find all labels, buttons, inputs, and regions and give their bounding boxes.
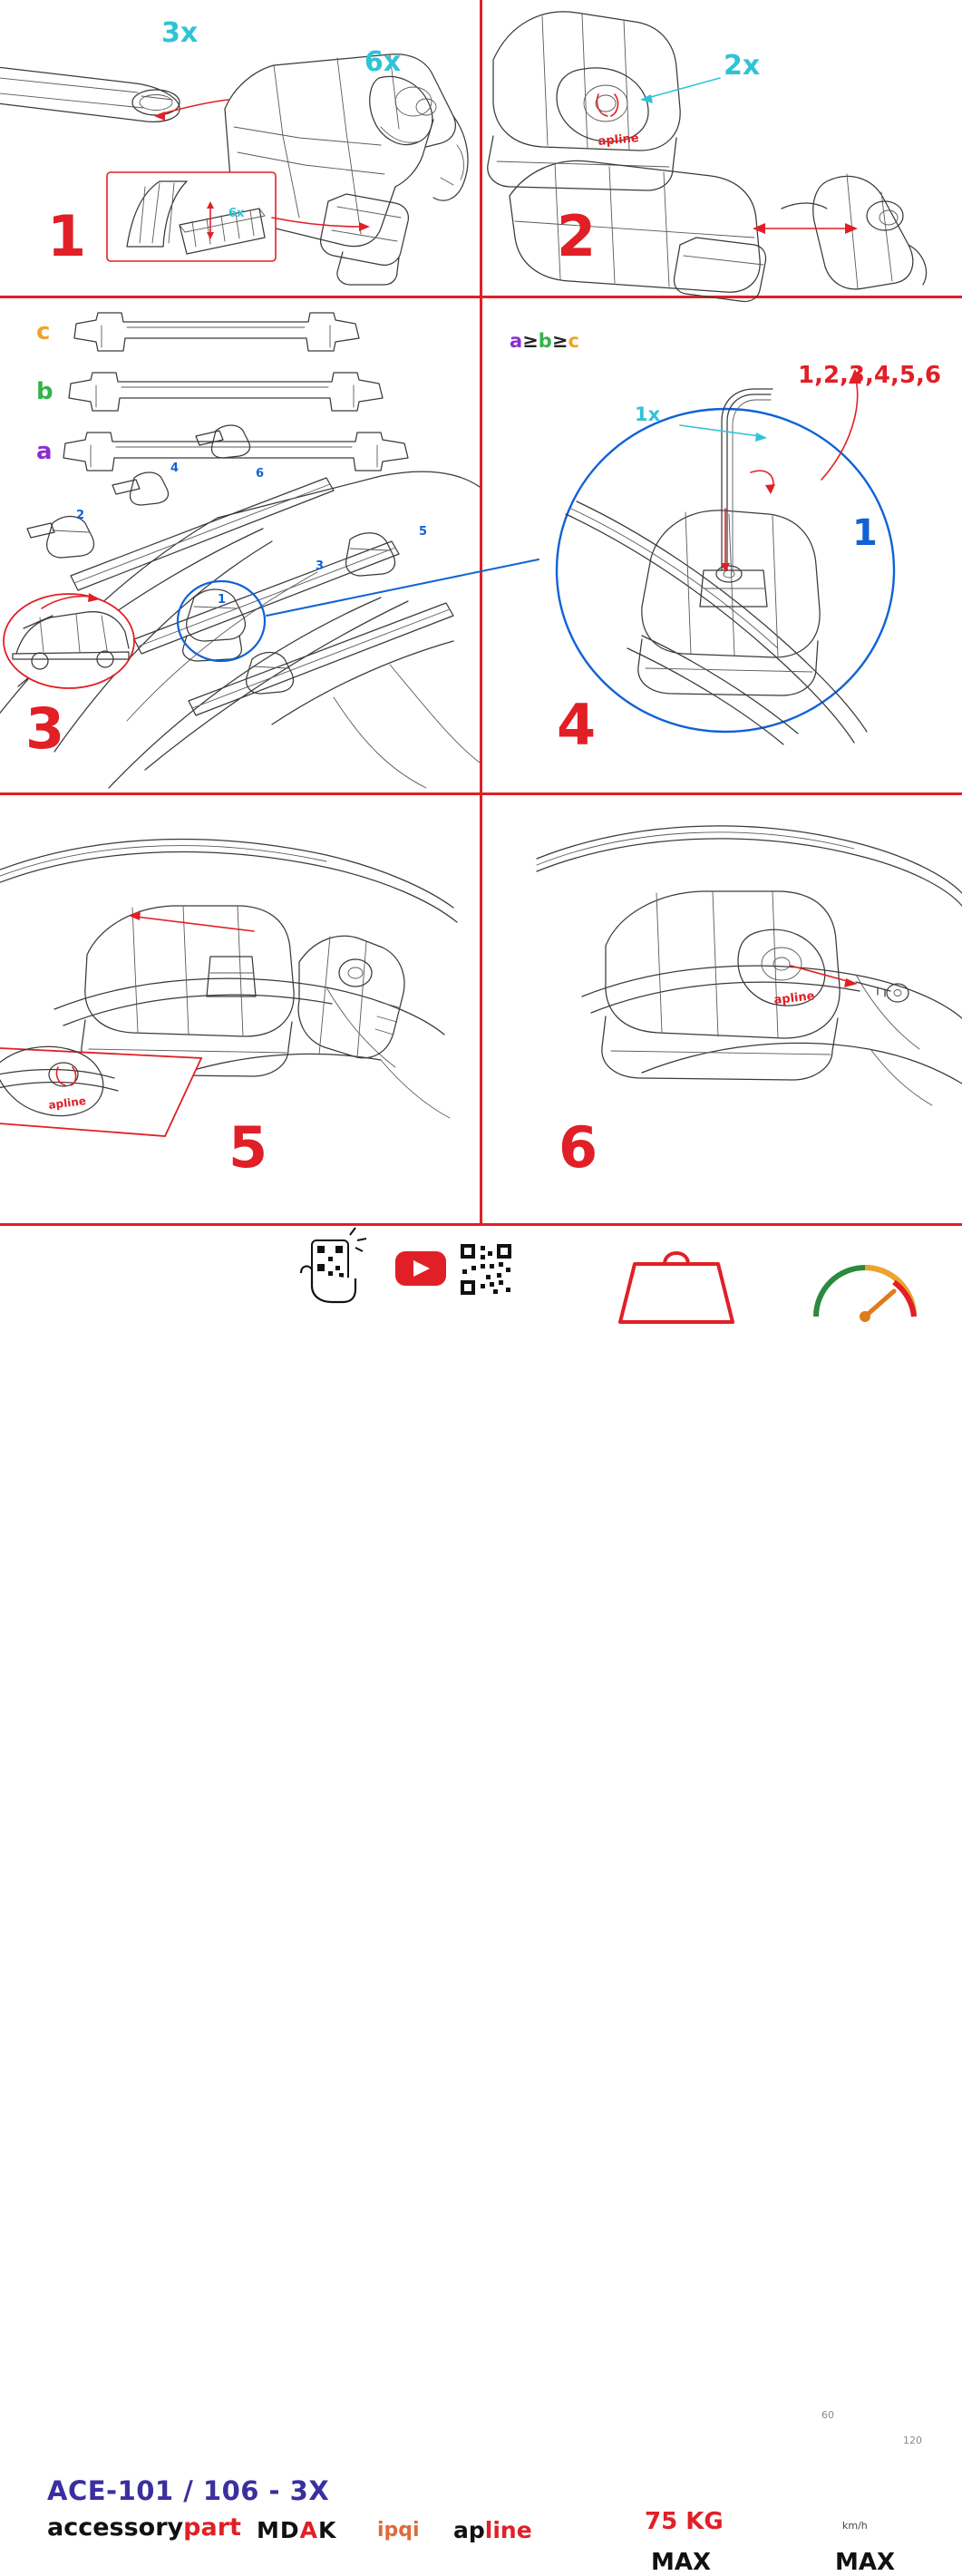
panel-step-5 (0, 795, 480, 1223)
inequality-ge-2: ≥ (551, 330, 568, 352)
max-load-value: 75 KG (645, 2508, 724, 2535)
callout-number-1: 1 (852, 512, 878, 554)
speed-tick-high: 120 (903, 2435, 922, 2446)
footer-graphics (0, 1226, 962, 1360)
lock-key-module (298, 936, 404, 1058)
step2-illustration (482, 0, 962, 296)
car-orientation-inset (4, 593, 134, 688)
qr-code-icon (461, 1244, 511, 1295)
foot-4 (131, 472, 169, 505)
inset-lock-detail (0, 1045, 201, 1136)
crossbar-profile (0, 65, 180, 122)
bar-number-6: 6 (256, 467, 265, 481)
panel-step-4 (482, 298, 962, 792)
foot-2 (47, 517, 94, 559)
step-number-1: 1 (47, 203, 86, 269)
arrow-detail-to-foot (272, 218, 363, 227)
max-speed-icon (816, 1268, 914, 1322)
brand-word-1: accessory (47, 2513, 184, 2542)
foot-5 (346, 533, 395, 576)
foot-small-b (112, 480, 140, 494)
apline-part-2: line (484, 2517, 532, 2543)
bar-number-5: 5 (419, 525, 428, 539)
youtube-icon (395, 1251, 446, 1286)
crossbar-middle (134, 541, 399, 654)
mdak-part-3: K (318, 2517, 337, 2543)
step6-illustration (482, 795, 962, 1223)
bar-number-4: 4 (170, 462, 180, 475)
bar-number-3: 3 (316, 559, 325, 573)
bar-variant-a (63, 433, 408, 471)
bar-variant-c (74, 313, 359, 351)
foot-small-c (196, 431, 223, 445)
bar-variant-b (69, 373, 383, 411)
panel-step-2 (482, 0, 962, 296)
mdak-part-2: A (299, 2517, 318, 2543)
inequality-b: b (538, 330, 552, 352)
foot-3 (247, 653, 294, 695)
max-load-caption: MAX (651, 2549, 712, 2576)
crossbar-front (71, 478, 334, 590)
step-number-2: 2 (557, 203, 596, 269)
footer (0, 1226, 962, 2576)
apline-part-1: ap (453, 2517, 485, 2543)
step-number-4: 4 (557, 692, 596, 758)
key-icon (856, 982, 909, 1002)
panel-step-6 (482, 795, 962, 1223)
quantity-6x: 6x (364, 46, 402, 78)
label-b: b (36, 378, 53, 405)
max-speed-caption: MAX (835, 2549, 896, 2576)
label-c: c (36, 318, 51, 345)
max-load-icon (620, 1253, 733, 1322)
panel-step-3 (0, 298, 480, 792)
arrow-remove-key (791, 966, 850, 982)
speed-unit: km/h (842, 2520, 868, 2532)
svg-text:apline: apline (773, 989, 816, 1007)
detail-callout-box (107, 172, 276, 261)
inequality-ge-1: ≥ (522, 330, 539, 352)
step-number-6: 6 (559, 1114, 598, 1181)
model-code: ACE-101 / 106 - 3X (47, 2475, 330, 2506)
step3-illustration (0, 298, 480, 792)
sequence-label: 1,2,3,4,5,6 (798, 362, 941, 389)
brand-word-2: part (183, 2513, 241, 2542)
quantity-1x: 1x (635, 403, 661, 425)
label-a: a (36, 438, 53, 465)
quantity-2x: 2x (724, 50, 761, 82)
quantity-6x-detail: 6x (228, 207, 245, 220)
arrow-slide (136, 917, 254, 931)
qr-hand-icon (301, 1228, 366, 1302)
svg-text:apline: apline (598, 131, 640, 149)
panel-step-1 (0, 0, 480, 296)
inequality-c: c (568, 330, 579, 352)
brand-logo (47, 2513, 241, 2542)
arrow-bar-to-foot (160, 100, 228, 114)
inequality-a: a (510, 330, 523, 352)
bar-number-1: 1 (218, 593, 227, 607)
speed-tick-low: 60 (821, 2409, 834, 2421)
pointer-2x (647, 78, 720, 98)
step-number-3: 3 (25, 695, 64, 762)
bar-number-2: 2 (76, 509, 85, 522)
partner-logo-mdak (257, 2517, 336, 2543)
partner-logo-apline (453, 2517, 532, 2543)
svg-text:apline: apline (47, 1094, 87, 1112)
crossbar-right-detail (602, 891, 840, 1080)
step-number-5: 5 (228, 1114, 267, 1181)
quantity-3x: 3x (161, 17, 199, 49)
mdak-part-1: MD (257, 2517, 300, 2543)
partner-logo-ipqi: ipqi (377, 2519, 420, 2542)
